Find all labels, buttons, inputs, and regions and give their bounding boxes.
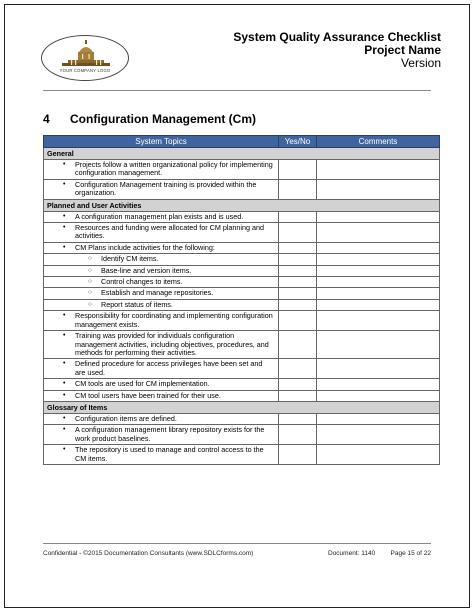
topic-text: Responsibility for coordinating and implementing configuration management exists.: [75, 311, 273, 329]
document-header: [233, 31, 441, 70]
topic-cell: [44, 445, 279, 465]
topic-text: CM tool users have been trained for their use.: [75, 390, 221, 400]
topic-cell: [44, 425, 279, 445]
yes-no-cell[interactable]: [279, 413, 317, 424]
topic-cell: [44, 265, 279, 276]
comments-cell[interactable]: [317, 311, 440, 331]
bullet-icon: •: [63, 426, 66, 434]
column-header-topics: System Topics: [44, 136, 279, 148]
section-heading: [43, 112, 256, 126]
document-page: [4, 4, 470, 608]
topic-text: The repository is used to manage and control access to the CM items.: [75, 445, 264, 463]
yes-no-cell[interactable]: [279, 425, 317, 445]
yes-no-cell[interactable]: [279, 331, 317, 359]
checklist-item-row: [44, 160, 440, 180]
document-title: System Quality Assurance Checklist: [233, 30, 441, 44]
yes-no-cell[interactable]: [279, 179, 317, 199]
topic-cell: [44, 311, 279, 331]
header-divider: [43, 90, 431, 91]
checklist-item-row: [44, 242, 440, 253]
yes-no-cell[interactable]: [279, 223, 317, 243]
circle-bullet-icon: ○: [88, 278, 92, 286]
yes-no-cell[interactable]: [279, 311, 317, 331]
section-title: Configuration Management (Cm): [70, 112, 256, 126]
yes-no-cell[interactable]: [279, 265, 317, 276]
topic-text: Training was provided for individuals configuration management activities, including objectives, procedures, and methods for performing their activities.: [75, 331, 269, 357]
topic-cell: [44, 299, 279, 310]
footer-confidential: Confidential - ©2015 Documentation Consultants (www.SDLCforms.com): [43, 550, 254, 557]
checklist-item-row: [44, 359, 440, 379]
topic-text: A configuration management library repository exists for the work product baselines.: [75, 425, 265, 443]
yes-no-cell[interactable]: [279, 160, 317, 180]
category-label: Planned and User Activities: [44, 199, 440, 211]
yes-no-cell[interactable]: [279, 254, 317, 265]
document-version: Version: [400, 56, 441, 70]
topic-text: Projects follow a written organizational policy for implementing configuration management.: [75, 160, 273, 178]
topic-cell: [44, 223, 279, 243]
topic-text: Configuration Management training is provided within the organization.: [75, 179, 257, 198]
comments-cell[interactable]: [317, 179, 440, 199]
checklist-item-row: [44, 331, 440, 359]
comments-cell[interactable]: [317, 425, 440, 445]
bullet-icon: •: [63, 380, 66, 388]
topic-text: Report status of items.: [101, 299, 173, 309]
comments-cell[interactable]: [317, 413, 440, 424]
topic-cell: [44, 379, 279, 390]
bullet-icon: •: [63, 224, 66, 232]
comments-cell[interactable]: [317, 242, 440, 253]
yes-no-cell[interactable]: [279, 242, 317, 253]
bullet-icon: •: [63, 360, 66, 368]
capitol-icon: [42, 36, 130, 82]
bullet-icon: •: [63, 414, 66, 422]
yes-no-cell[interactable]: [279, 288, 317, 299]
checklist-item-row: [44, 413, 440, 424]
yes-no-cell[interactable]: [279, 445, 317, 465]
checklist-item-row: [44, 390, 440, 401]
topic-cell: [44, 277, 279, 288]
checklist-subitem-row: [44, 265, 440, 276]
column-header-yes-no: Yes/No: [279, 136, 317, 148]
checklist-subitem-row: [44, 254, 440, 265]
checklist-subitem-row: [44, 299, 440, 310]
yes-no-cell[interactable]: [279, 359, 317, 379]
topic-cell: [44, 390, 279, 401]
bullet-icon: •: [63, 446, 66, 454]
topic-text: A configuration management plan exists and is used.: [75, 211, 244, 221]
circle-bullet-icon: ○: [88, 266, 92, 274]
topic-text: Configuration items are defined.: [75, 413, 177, 423]
comments-cell[interactable]: [317, 223, 440, 243]
comments-cell[interactable]: [317, 299, 440, 310]
topic-text: Resources and funding were allocated for CM planning and activities.: [75, 223, 264, 241]
bullet-icon: •: [63, 391, 66, 399]
circle-bullet-icon: ○: [88, 300, 92, 308]
checklist-item-row: [44, 179, 440, 199]
column-header-comments: Comments: [317, 136, 440, 148]
topic-cell: [44, 288, 279, 299]
footer-document-number: Document: 1140: [328, 550, 376, 557]
topic-text: Establish and manage repositories.: [101, 288, 214, 298]
yes-no-cell[interactable]: [279, 277, 317, 288]
bullet-icon: •: [63, 243, 66, 251]
topic-cell: [44, 331, 279, 359]
checklist-item-row: [44, 223, 440, 243]
circle-bullet-icon: ○: [88, 289, 92, 297]
checklist-item-row: [44, 445, 440, 465]
yes-no-cell[interactable]: [279, 211, 317, 222]
logo-caption: YOUR COMPANY LOGO: [59, 68, 111, 73]
checklist-item-row: [44, 379, 440, 390]
table-header-row: [44, 136, 440, 148]
checklist-subitem-row: [44, 288, 440, 299]
checklist-table: [43, 135, 440, 465]
topic-text: Defined procedure for access privileges have been set and are used.: [75, 359, 263, 377]
comments-cell[interactable]: [317, 379, 440, 390]
checklist-item-row: [44, 311, 440, 331]
checklist-item-row: [44, 425, 440, 445]
category-label: Glossary of Items: [44, 401, 440, 413]
yes-no-cell[interactable]: [279, 379, 317, 390]
footer-divider: [43, 543, 431, 544]
topic-cell: [44, 254, 279, 265]
comments-cell[interactable]: [317, 390, 440, 401]
category-row: [44, 401, 440, 413]
company-logo: [41, 35, 129, 81]
bullet-icon: •: [63, 312, 66, 320]
bullet-icon: •: [63, 180, 66, 188]
comments-cell[interactable]: [317, 160, 440, 180]
circle-bullet-icon: ○: [88, 255, 92, 263]
bullet-icon: •: [63, 332, 66, 340]
topic-cell: [44, 211, 279, 222]
comments-cell[interactable]: [317, 277, 440, 288]
comments-cell[interactable]: [317, 265, 440, 276]
comments-cell[interactable]: [317, 288, 440, 299]
topic-cell: [44, 242, 279, 253]
topic-cell: [44, 413, 279, 424]
topic-text: Identify CM items.: [101, 254, 159, 264]
comments-cell[interactable]: [317, 359, 440, 379]
yes-no-cell[interactable]: [279, 299, 317, 310]
project-name: Project Name: [364, 43, 441, 57]
topic-text: Base-line and version items.: [101, 265, 192, 275]
section-number: 4: [43, 112, 50, 126]
category-row: [44, 199, 440, 211]
topic-text: CM tools are used for CM implementation.: [75, 379, 210, 389]
topic-text: CM Plans include activities for the following:: [75, 242, 215, 252]
comments-cell[interactable]: [317, 445, 440, 465]
checklist-subitem-row: [44, 277, 440, 288]
checklist-item-row: [44, 211, 440, 222]
topic-cell: [44, 160, 279, 180]
topic-cell: [44, 179, 279, 199]
topic-cell: [44, 359, 279, 379]
bullet-icon: •: [63, 161, 66, 168]
category-label: General: [44, 148, 440, 160]
category-row: [44, 148, 440, 160]
yes-no-cell[interactable]: [279, 390, 317, 401]
footer-page-number: Page 15 of 22: [390, 550, 431, 557]
topic-text: Control changes to items.: [101, 277, 183, 287]
checklist-body: [44, 148, 440, 465]
bullet-icon: •: [63, 212, 66, 220]
comments-cell[interactable]: [317, 331, 440, 359]
comments-cell[interactable]: [317, 211, 440, 222]
comments-cell[interactable]: [317, 254, 440, 265]
